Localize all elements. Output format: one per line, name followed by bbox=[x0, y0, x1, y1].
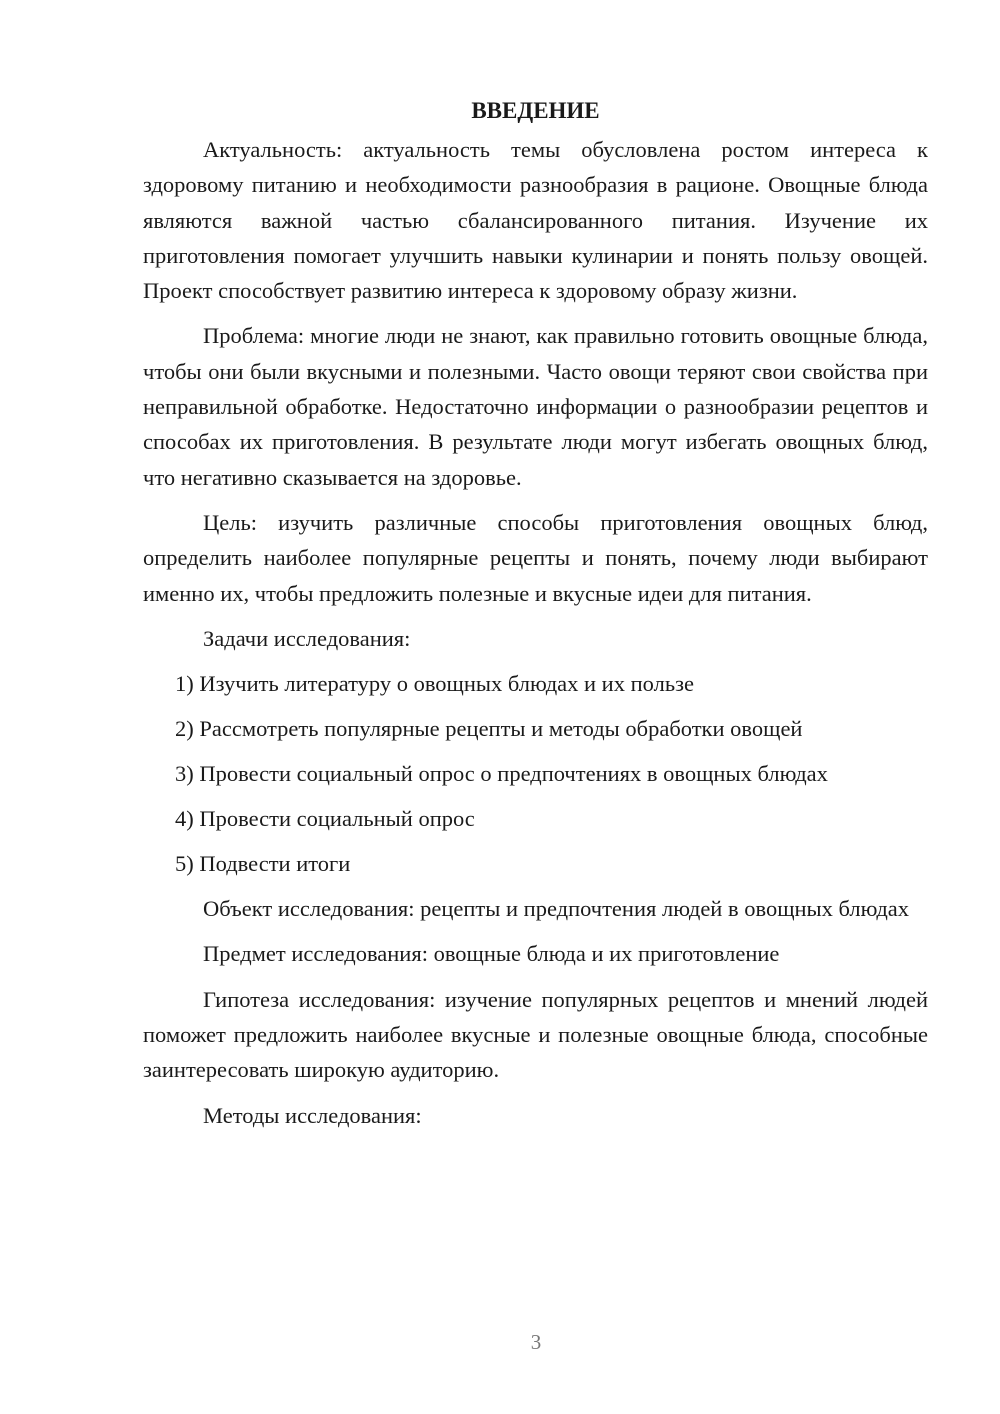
list-item: 2) Рассмотреть популярные рецепты и методы обработки овощей bbox=[175, 716, 803, 742]
paragraph-goal: Цель: изучить различные способы приготовления овощных блюд, определить наиболее популярные рецепты и понять, почему люди выбирают именно их, чтобы предложить полезные и вкусные идеи для питания. bbox=[143, 509, 928, 606]
page-number: 3 bbox=[530, 1330, 542, 1354]
tasks-list bbox=[143, 666, 928, 881]
paragraph-hypothesis: Гипотеза исследования: изучение популярных рецептов и мнений людей поможет предложить наиболее вкусные и полезные овощные блюда, способные заинтересовать широкую аудиторию. bbox=[143, 986, 928, 1083]
paragraph-relevance: Актуальность: актуальность темы обусловлена ростом интереса к здоровому питанию и необходимости разнообразия в рационе. Овощные блюда являются важной частью сбалансированного питания. Изучение их приготовления помогает улучшить навыки кулинарии и понять пользу овощей. Проект способствует развитию интереса к здоровому образу жизни. bbox=[143, 137, 928, 304]
paragraph-object: Объект исследования: рецепты и предпочтения людей в овощных блюдах bbox=[203, 896, 910, 922]
tasks-heading: Задачи исследования: bbox=[203, 625, 411, 651]
list-item: 1) Изучить литературу о овощных блюдах и их пользе bbox=[175, 671, 694, 697]
section-title: ВВЕДЕНИЕ bbox=[471, 98, 600, 123]
list-item: 4) Провести социальный опрос bbox=[175, 806, 475, 832]
methods-heading: Методы исследования: bbox=[203, 1102, 422, 1128]
list-item: 3) Провести социальный опрос о предпочтениях в овощных блюдах bbox=[175, 761, 828, 787]
paragraph-problem: Проблема: многие люди не знают, как правильно готовить овощные блюда, чтобы они были вкусными и полезными. Часто овощи теряют свои свойства при неправильной обработке. Недостаточно информации о разнообразии рецептов и способах их приготовления. В результате люди могут избегать овощных блюд, что негативно сказывается на здоровье. bbox=[143, 323, 928, 490]
list-item: 5) Подвести итоги bbox=[175, 851, 351, 877]
paragraph-subject: Предмет исследования: овощные блюда и их приготовление bbox=[203, 941, 780, 967]
document-page bbox=[143, 94, 928, 1143]
